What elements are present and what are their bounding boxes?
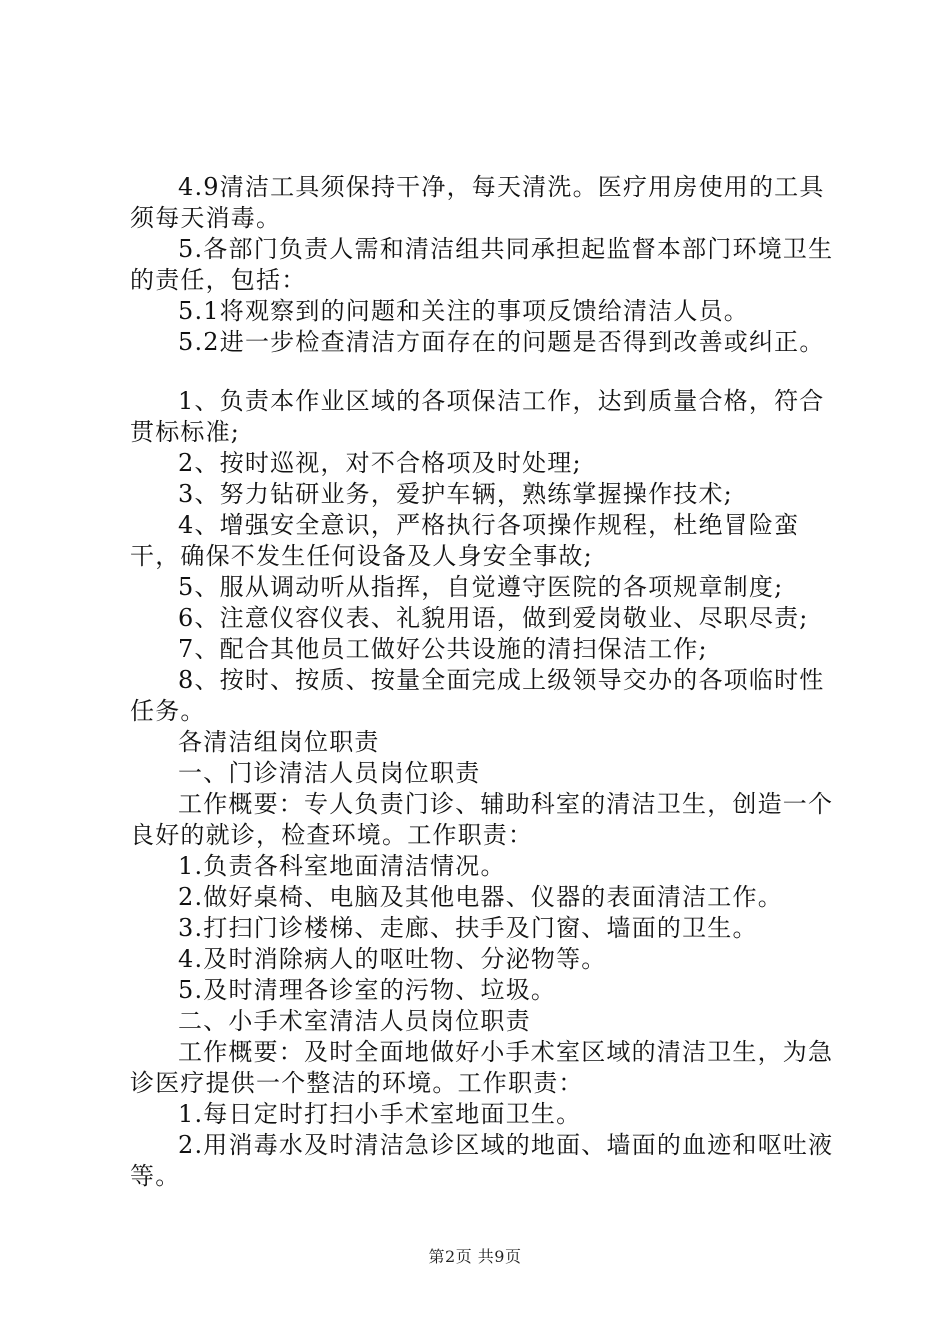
paragraph: 3.打扫门诊楼梯、走廊、扶手及门窗、墙面的卫生。 <box>178 914 758 942</box>
paragraph: 4.及时消除病人的呕吐物、分泌物等。 <box>178 945 607 973</box>
paragraph: 7、配合其他员工做好公共设施的清扫保洁工作; <box>178 635 708 663</box>
paragraph: 工作概要：专人负责门诊、辅助科室的清洁卫生，创造一个良好的就诊，检查环境。工作职责： <box>130 790 834 849</box>
paragraph: 5、服从调动听从指挥，自觉遵守医院的各项规章制度; <box>178 573 784 601</box>
paragraph: 2.做好桌椅、电脑及其他电器、仪器的表面清洁工作。 <box>178 883 783 911</box>
paragraph: 1、负责本作业区域的各项保洁工作，达到质量合格，符合贯标标准; <box>130 387 825 446</box>
paragraph: 2、按时巡视，对不合格项及时处理; <box>178 449 582 477</box>
paragraph: 6、注意仪容仪表、礼貌用语，做到爱岗敬业、尽职尽责; <box>178 604 809 632</box>
paragraph: 5.及时清理各诊室的污物、垃圾。 <box>178 976 557 1004</box>
paragraph: 4.9清洁工具须保持干净，每天清洗。医疗用房使用的工具须每天消毒。 <box>130 173 825 232</box>
document-body <box>130 172 840 1192</box>
section-heading: 各清洁组岗位职责 <box>178 728 380 756</box>
section-heading: 二、小手术室清洁人员岗位职责 <box>178 1007 531 1035</box>
paragraph: 3、努力钻研业务，爱护车辆，熟练掌握操作技术; <box>178 480 733 508</box>
paragraph: 5.各部门负责人需和清洁组共同承担起监督本部门环境卫生的责任，包括： <box>130 235 834 294</box>
paragraph: 5.1将观察到的问题和关注的事项反馈给清洁人员。 <box>178 297 749 325</box>
paragraph: 1.每日定时打扫小手术室地面卫生。 <box>178 1100 582 1128</box>
paragraph: 5.2进一步检查清洁方面存在的问题是否得到改善或纠正。 <box>178 328 825 356</box>
page-number: 第2页 共9页 <box>428 1247 522 1266</box>
paragraph: 2.用消毒水及时清洁急诊区域的地面、墙面的血迹和呕吐液等。 <box>130 1131 834 1190</box>
paragraph: 4、增强安全意识，严格执行各项操作规程，杜绝冒险蛮干，确保不发生任何设备及人身安全事故; <box>130 511 800 570</box>
paragraph: 8、按时、按质、按量全面完成上级领导交办的各项临时性任务。 <box>130 666 825 725</box>
paragraph: 1.负责各科室地面清洁情况。 <box>178 852 506 880</box>
section-spacer <box>130 358 840 386</box>
section-heading: 一、门诊清洁人员岗位职责 <box>178 759 481 787</box>
paragraph: 工作概要：及时全面地做好小手术室区域的清洁卫生，为急诊医疗提供一个整洁的环境。工作职责： <box>130 1038 834 1097</box>
